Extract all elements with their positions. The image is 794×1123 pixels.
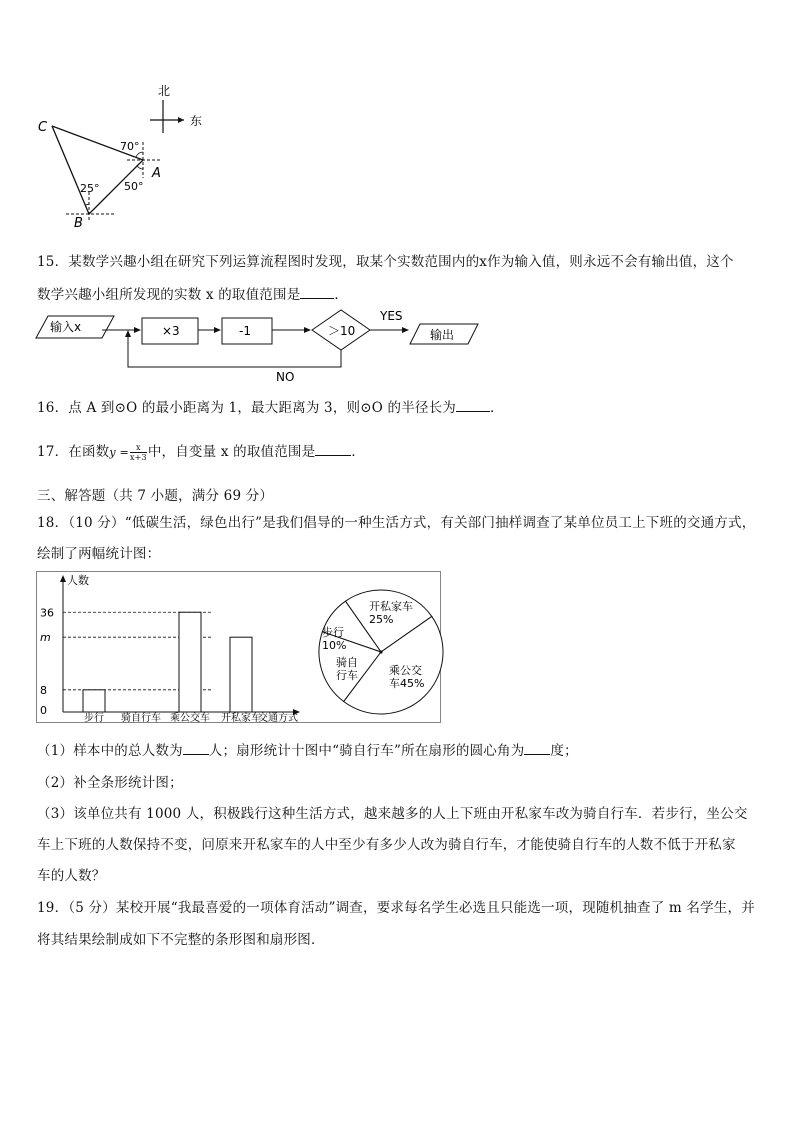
q16-end: ． [490, 400, 504, 416]
q15-line1: 15．某数学兴趣小组在研究下列运算流程图时发现，取某个实数范围内的x作为输入值，则永远不会有输出值，这个 [37, 254, 734, 270]
pie-center-dot [379, 650, 382, 653]
q18-sub3-line1: （3）该单位共有 1000 人，积极践行这种生活方式，越来越多的人上下班由开私家车改为骑自行车．若步行，坐公交 [37, 806, 748, 822]
point-c-label: C [38, 120, 48, 135]
angle-50-label: 50° [124, 180, 144, 193]
q15-line2-text: 数学兴趣小组所发现的实数 x 的取值范围是 [37, 287, 301, 303]
q18-sub1-a: （1）样本中的总人数为 [37, 743, 183, 759]
q18-sub3-line3: 车的人数？ [37, 868, 106, 884]
q17-mid: 中，自变量 x 的取值范围是 [147, 444, 316, 460]
q18-line2: 绘制了两幅统计图： [37, 546, 161, 562]
bar-chart-ytick-label: 0 [40, 704, 47, 717]
q18-sub1-blank1 [183, 742, 209, 755]
q17-answer-blank [315, 443, 351, 456]
flow-no-loop [128, 332, 341, 367]
flow-output-label: 输出 [430, 328, 455, 342]
bar-chart-ytick-label: 36 [40, 606, 54, 620]
pie-label: 骑自 [336, 656, 358, 669]
bar-chart-ytick-label: 8 [40, 683, 47, 697]
q18-sub1-blank2 [524, 742, 550, 755]
pie-label: 25% [369, 613, 394, 626]
pie-label: 行车 [336, 669, 358, 682]
bar-chart-category-label: 开私家车 [221, 713, 261, 724]
flow-yes-label: YES [380, 309, 403, 323]
section3-heading: 三、解答题（共 7 小题，满分 69 分） [37, 488, 274, 504]
q17-text: 17．在函数 [37, 444, 110, 460]
q17-frac-den: x+3 [129, 453, 147, 462]
point-a-label: A [152, 166, 161, 181]
q18-sub1 [37, 739, 578, 759]
bar-chart-category-label: 步行 [84, 713, 104, 724]
flow-arrow-icon [304, 327, 311, 333]
q18-sub1-b: 人；扇形统计十图中“骑自行车”所在扇形的圆心角为 [208, 743, 525, 759]
q16-line [37, 396, 504, 416]
flow-step1-label: ×3 [162, 324, 180, 338]
q17-line [37, 440, 365, 462]
q18-sub2: （2）补全条形统计图； [37, 775, 183, 791]
q15-answer-blank [300, 286, 334, 299]
bar-chart-ytick-label: m [40, 631, 51, 645]
q16-answer-blank [456, 399, 490, 412]
compass-arrow-icon [178, 117, 184, 123]
bar-chart-ylabel: 人数 [67, 574, 89, 587]
bar-chart-bar [179, 612, 201, 712]
bar-chart-bar [83, 690, 105, 712]
q18-line1: 18．（10 分）“低碳生活，绿色出行”是我们倡导的一种生活方式，有关部门抽样调查了某单位员工上下班的交通方式， [37, 515, 756, 531]
flow-arrow-icon [125, 330, 131, 337]
flow-input-label: 输入x [50, 320, 82, 334]
compass-north-label: 北 [158, 84, 171, 98]
pie-label: 车45% [389, 677, 425, 690]
y-axis-arrow-icon [60, 575, 66, 582]
bar-chart-xlabel: 交通方式 [258, 713, 298, 724]
flow-arrow-icon [214, 327, 221, 333]
q19-line1: 19．（5 分）某校开展“我最喜爱的一项体育活动”调查，要求每名学生必选且只能选一项，现随机抽查了 m 名学生，并 [37, 900, 755, 916]
pie-label: 步行 [322, 626, 344, 639]
q18-sub1-c: 度； [550, 743, 578, 759]
pie-label: 10% [322, 639, 347, 652]
bar-chart-category-label: 骑自行车 [121, 713, 161, 724]
flow-arrow-icon [134, 327, 141, 333]
flow-step2-label: -1 [239, 324, 251, 338]
flow-decision-label: ＞10 [328, 324, 356, 338]
q17-frac-num: x [130, 443, 147, 453]
angle-70-label: 70° [120, 140, 140, 153]
q17-y-eq: y = [109, 446, 129, 459]
geometry-figure [30, 80, 220, 231]
q18-sub3-line2: 车上下班的人数保持不变，问原来开私家车的人中至少有多少人改为骑自行车，才能使骑自行车的人数不低于开私家 [37, 837, 736, 853]
pie-label: 开私家车 [369, 600, 413, 613]
bar-chart-bar [230, 637, 252, 712]
q16-text: 16．点 A 到⊙O 的最小距离为 1，最大距离为 3，则⊙O 的半径长为 [37, 400, 457, 416]
compass-east-label: 东 [190, 114, 203, 128]
q15-line2-end: ． [334, 287, 349, 303]
q15-flowchart [36, 306, 486, 386]
bar-chart-category-label: 乘公交车 [170, 713, 210, 724]
angle-arc-50 [137, 166, 143, 169]
flow-no-label: NO [276, 370, 295, 384]
segment-cb [52, 126, 89, 214]
pie-label: 乘公交 [389, 664, 422, 677]
q18-pie-chart [314, 586, 454, 718]
flow-arrow-icon [402, 327, 409, 333]
point-b-label: B [74, 216, 83, 231]
q17-end: ． [351, 444, 366, 460]
angle-25-label: 25° [80, 182, 100, 195]
q19-line2: 将其结果绘制成如下不完整的条形图和扇形图． [37, 932, 325, 948]
q15-line2 [37, 283, 348, 303]
q17-fraction [130, 443, 147, 462]
